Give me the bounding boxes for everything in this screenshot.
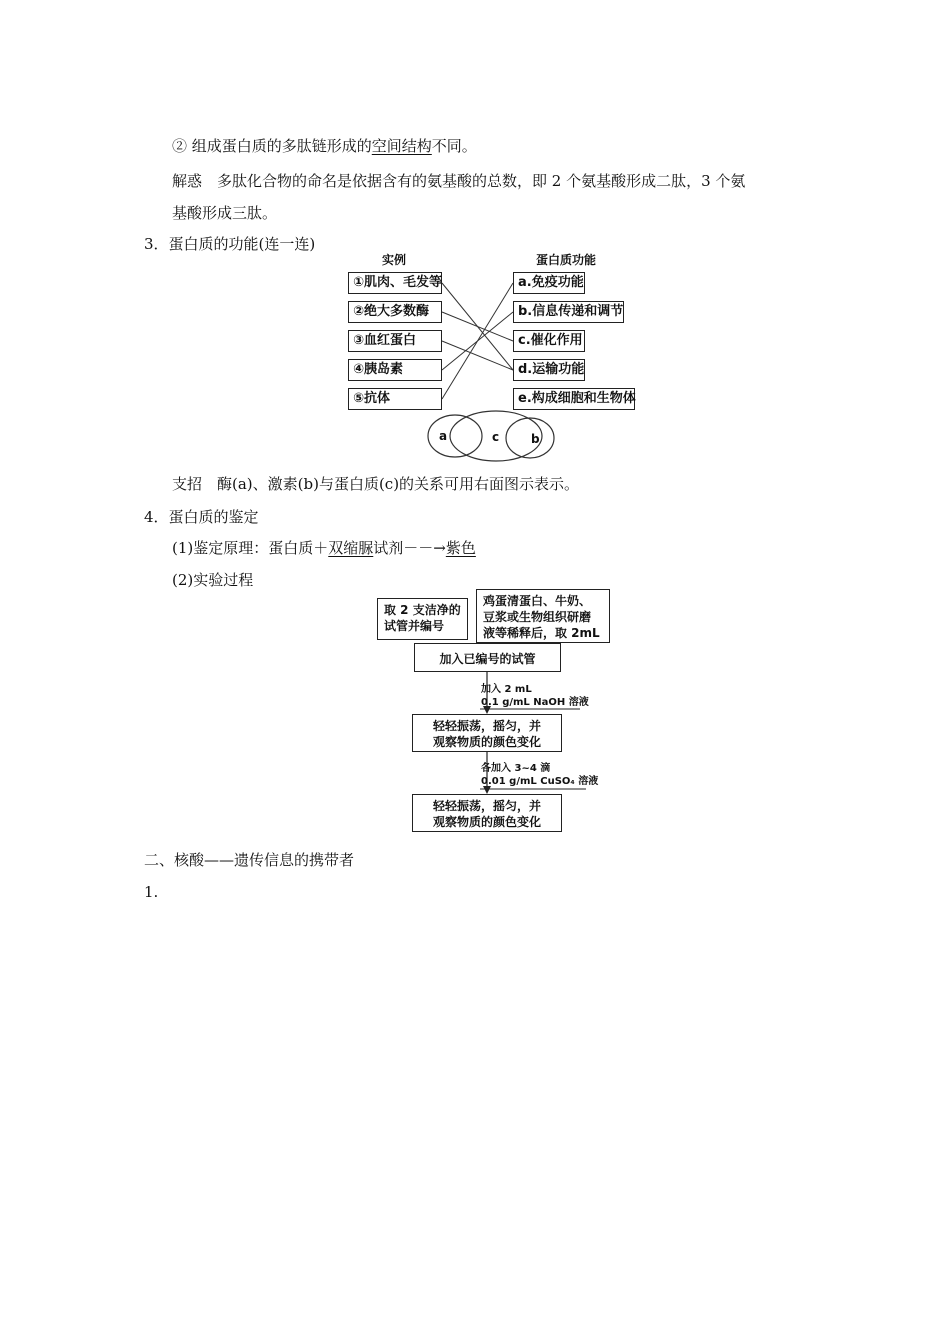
explanation-line-2: 基酸形成三肽。 xyxy=(172,204,278,222)
result-color: 紫色 xyxy=(445,539,476,557)
nucleic-item-1: 1. xyxy=(144,883,159,901)
section3-heading: 3．蛋白质的功能(连一连) xyxy=(144,235,316,253)
venn-circle-b xyxy=(506,418,554,458)
venn-circle-a xyxy=(428,415,482,457)
para1-suffix: 不同。 xyxy=(431,137,477,155)
venn-label-b: b xyxy=(531,432,540,446)
example-box-hemoglobin: ③血红蛋白 xyxy=(348,330,442,352)
tip-line: 支招 酶(a)、激素(b)与蛋白质(c)的关系可用右面图示表示。 xyxy=(172,475,580,493)
principle-mid: 试剂－－→ xyxy=(373,539,446,557)
venn-label-c: c xyxy=(492,430,500,444)
nucleic-acid-heading: 二、核酸——遗传信息的携带者 xyxy=(144,851,355,869)
para1-prefix: ② 组成蛋白质的多肽链形成的 xyxy=(172,137,372,155)
step1-label-line2: 0.1 g/mL NaOH 溶液 xyxy=(481,697,589,708)
para1-underlined-term: 空间结构 xyxy=(371,137,432,155)
flow-box-samples: 鸡蛋清蛋白、牛奶、 豆浆或生物组织研磨 液等稀释后，取 2mL xyxy=(476,589,610,643)
example-box-enzyme: ②绝大多数酶 xyxy=(348,301,442,323)
example-box-antibody: ⑤抗体 xyxy=(348,388,442,410)
functions-header: 蛋白质功能 xyxy=(536,253,597,267)
function-box-transport: d.运输功能 xyxy=(513,359,585,381)
flow-box-tubes: 取 2 支洁净的 试管并编号 xyxy=(377,598,468,640)
flow-box-shake-observe-2: 轻轻振荡，摇匀，并 观察物质的颜色变化 xyxy=(412,794,562,832)
explanation-line-1: 解惑 多肽化合物的命名是依据含有的氨基酸的总数，即 2 个氨基酸形成二肽，3 个氨 xyxy=(172,172,746,190)
section4-heading: 4．蛋白质的鉴定 xyxy=(144,508,259,526)
venn-label-a: a xyxy=(439,429,448,443)
process-label: (2)实验过程 xyxy=(172,571,254,589)
reagent-term: 双缩脲 xyxy=(328,539,374,557)
function-box-immune: a.免疫功能 xyxy=(513,272,585,294)
example-box-insulin: ④胰岛素 xyxy=(348,359,442,381)
flow-box-add-to-tubes: 加入已编号的试管 xyxy=(414,643,561,672)
function-box-signaling: b.信息传递和调节 xyxy=(513,301,624,323)
flow-box-shake-observe-1: 轻轻振荡，摇匀，并 观察物质的颜色变化 xyxy=(412,714,562,752)
examples-header: 实例 xyxy=(382,253,407,267)
step2-label-line1: 各加入 3~4 滴 xyxy=(481,763,551,774)
identification-principle xyxy=(172,538,476,558)
step1-label-line1: 加入 2 mL xyxy=(481,684,532,695)
function-box-catalysis: c.催化作用 xyxy=(513,330,585,352)
step2-label-line2: 0.01 g/mL CuSO₄ 溶液 xyxy=(481,776,599,787)
principle-prefix: (1)鉴定原理：蛋白质＋ xyxy=(172,539,329,557)
example-box-muscle: ①肌肉、毛发等 xyxy=(348,272,442,294)
function-box-structure: e.构成细胞和生物体 xyxy=(513,388,635,410)
